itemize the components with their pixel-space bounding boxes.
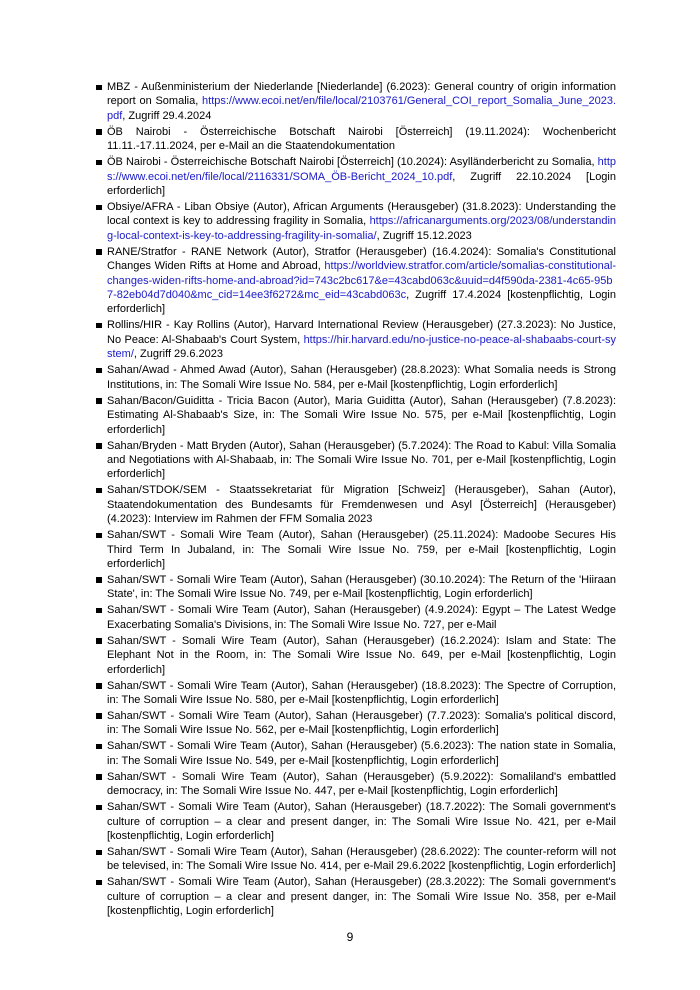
reference-text: Sahan/SWT - Somali Wire Team (Autor), Sahan (Herausgeber) (30.10.2024): The Return of the 'Hiiraan State', in: The Somali Wire Issue No. 749, per e-Mail [kostenpflichtig, Login erforderlich]	[107, 573, 616, 601]
reference-item	[96, 679, 616, 708]
square-bullet-icon	[96, 774, 102, 780]
reference-text: Sahan/SWT - Somali Wire Team (Autor), Sahan (Herausgeber) (16.2.2024): Islam and State: The Elephant Not in the Room, in: The Somali Wire Issue No. 649, per e-Mail [kostenpflichtig, Login erforderlich]	[107, 634, 616, 676]
reference-item	[96, 739, 616, 768]
reference-text: ÖB Nairobi - Österreichische Botschaft Nairobi [Österreich] (10.2024): Asylländerbericht zu Somalia,	[107, 156, 598, 169]
reference-link[interactable]: https://africanarguments.org/2023/08/understanding-local-context-is-key-to-addressing-fragility-in-somalia/	[107, 215, 616, 242]
reference-item	[96, 245, 616, 317]
reference-text: Sahan/SWT - Somali Wire Team (Autor), Sahan (Herausgeber) (7.7.2023): Somalia's political discord, in: The Somali Wire Issue No. 562, per e-Mail [kostenpflichtig, Login erforderlich]	[107, 709, 616, 737]
square-bullet-icon	[96, 443, 102, 449]
reference-text: Sahan/SWT - Somali Wire Team (Autor), Sahan (Herausgeber) (18.7.2022): The Somali government's culture of corruption – a clear and present danger, in: The Somali Wire Issue No. 421, per e-Mail [kostenpflichtig, Login erforderlich]	[107, 801, 616, 842]
square-bullet-icon	[96, 608, 102, 614]
reference-text: RANE/Stratfor - RANE Network (Autor), Stratfor (Herausgeber) (16.4.2024): Somalia's Constitutional Changes Widen Rifts at Home and Abroad,	[107, 245, 616, 273]
square-bullet-icon	[96, 533, 102, 539]
reference-link[interactable]: https://hir.harvard.edu/no-justice-no-peace-al-shabaabs-court-system/	[107, 333, 616, 361]
square-bullet-icon	[96, 713, 102, 719]
square-bullet-icon	[96, 638, 102, 644]
reference-text: Sahan/SWT - Somali Wire Team (Autor), Sahan (Herausgeber) (28.3.2022): The Somali government's culture of corruption – a clear and present danger, in: The Somali Wire Issue No. 358, per e-Mail [kostenpflichtig, Login erforderlich]	[107, 876, 616, 918]
reference-text: Sahan/Awad - Ahmed Awad (Autor), Sahan (Herausgeber) (28.8.2023): What Somalia needs is Strong Institutions, in: The Somali Wire Issue No. 584, per e-Mail [kostenpflichtig, Login erforderlich]	[107, 364, 616, 391]
square-bullet-icon	[96, 249, 102, 255]
reference-text: Rollins/HIR - Kay Rollins (Autor), Harvard International Review (Herausgeber) (27.3.2023): No Justice, No Peace: Al-Shabaab's Court System,	[107, 319, 616, 346]
square-bullet-icon	[96, 323, 102, 329]
reference-text: Sahan/Bacon/Guiditta - Tricia Bacon (Autor), Maria Guiditta (Autor), Sahan (Herausgeber) (7.8.2023): Estimating Al-Shabaab's Size, in: The Somali Wire Issue No. 575, per e-Mail [kostenpflichtig, Login erforderlich]	[107, 394, 616, 436]
reference-text: Sahan/SWT - Somali Wire Team (Autor), Sahan (Herausgeber) (5.6.2023): The nation state in Somalia, in: The Somali Wire Issue No. 549, per e-Mail [kostenpflichtig, Login erforderlich]	[107, 740, 616, 767]
reference-item	[96, 800, 616, 843]
reference-item	[96, 363, 616, 392]
square-bullet-icon	[96, 368, 102, 374]
reference-item	[96, 318, 616, 361]
square-bullet-icon	[96, 850, 102, 856]
reference-item	[96, 439, 616, 482]
reference-item	[96, 875, 616, 918]
reference-access-note: , Zugriff 22.10.2024 [Login erforderlich]	[107, 170, 616, 198]
reference-item	[96, 528, 616, 571]
reference-item	[96, 155, 616, 198]
reference-item	[96, 80, 616, 123]
reference-item	[96, 200, 616, 243]
square-bullet-icon	[96, 683, 102, 689]
reference-link[interactable]: https://www.ecoi.net/en/file/local/2116331/SOMA_ÖB-Bericht_2024_10.pdf	[107, 156, 616, 183]
square-bullet-icon	[96, 577, 102, 583]
reference-item	[96, 394, 616, 437]
reference-text: Sahan/SWT - Somali Wire Team (Autor), Sahan (Herausgeber) (28.6.2022): The counter-reform will not be televised, in: The Somali Wire Issue No. 414, per e-Mail 29.6.2022 [kostenpflichtig, Login erforderlich]	[107, 846, 616, 873]
square-bullet-icon	[96, 488, 102, 494]
reference-text: Obsiye/AFRA - Liban Obsiye (Autor), African Arguments (Herausgeber) (31.8.2023): Understanding the local context is key to addressing fragility in Somalia,	[107, 201, 616, 228]
reference-item	[96, 483, 616, 526]
reference-list	[96, 80, 616, 920]
reference-text: Sahan/SWT - Somali Wire Team (Autor), Sahan (Herausgeber) (18.8.2023): The Spectre of Corruption, in: The Somali Wire Issue No. 580, per e-Mail [kostenpflichtig, Login erforderlich]	[107, 679, 616, 706]
square-bullet-icon	[96, 160, 102, 166]
square-bullet-icon	[96, 805, 102, 811]
reference-access-note: , Zugriff 17.4.2024 [kostenpflichtig, Login erforderlich]	[107, 289, 616, 316]
reference-text: Sahan/Bryden - Matt Bryden (Autor), Sahan (Herausgeber) (5.7.2024): The Road to Kabul: Villa Somalia and Negotiations with Al-Shabaab, in: The Somali Wire Issue No. 701, per e-Mail [kostenpflichtig, Login erforderlich]	[107, 439, 616, 481]
reference-item	[96, 634, 616, 677]
reference-link[interactable]: https://www.ecoi.net/en/file/local/2103761/General_COI_report_Somalia_June_2023.pdf	[107, 95, 616, 122]
square-bullet-icon	[96, 880, 102, 886]
square-bullet-icon	[96, 744, 102, 750]
reference-item	[96, 770, 616, 799]
square-bullet-icon	[96, 129, 102, 135]
reference-item	[96, 573, 616, 602]
page-number: 9	[346, 930, 354, 944]
reference-text: Sahan/SWT - Somali Wire Team (Autor), Sahan (Herausgeber) (4.9.2024): Egypt – The Latest Wedge Exacerbating Somalia's Divisions, in: The Somali Wire Issue No. 727, per e-Mail	[107, 604, 616, 631]
reference-text: ÖB Nairobi - Österreichische Botschaft Nairobi [Österreich] (19.11.2024): Wochenbericht 11.11.-17.11.2024, per e-Mail an die Staatendokumentation	[107, 125, 616, 153]
reference-text: Sahan/SWT - Somali Wire Team (Autor), Sahan (Herausgeber) (5.9.2022): Somaliland's embattled democracy, in: The Somali Wire Issue No. 447, per e-Mail [kostenpflichtig, Login erforderlich]	[107, 770, 616, 798]
reference-access-note: , Zugriff 29.6.2023	[133, 348, 223, 361]
reference-item	[96, 125, 616, 154]
reference-text: Sahan/STDOK/SEM - Staatssekretariat für Migration [Schweiz] (Herausgeber), Sahan (Autor), Staatendokumentation des Bundesamts für Fremdenwesen und Asyl [Österreich] (Herausgeber) (4.2023): Interview im Rahmen der FFM Somalia 2023	[107, 484, 616, 526]
reference-item	[96, 845, 616, 874]
reference-item	[96, 709, 616, 738]
reference-link[interactable]: https://worldview.stratfor.com/article/somalias-constitutional-changes-widen-rifts-home-and-abroad?id=743c2bc617&e=43cabd063c&uuid=d4f590da-2381-4c65-95b7-82eb04d7d040&mc_cid=14ee3f6272&mc_eid=43cabd063c	[107, 260, 616, 302]
square-bullet-icon	[96, 85, 102, 91]
reference-access-note: , Zugriff 29.4.2024	[122, 109, 212, 122]
reference-access-note: , Zugriff 15.12.2023	[376, 229, 472, 242]
square-bullet-icon	[96, 205, 102, 211]
reference-text: Sahan/SWT - Somali Wire Team (Autor), Sahan (Herausgeber) (25.11.2024): Madoobe Secures His Third Term In Jubaland, in: The Somali Wire Issue No. 759, per e-Mail [kostenpflichtig, Login erforderlich]	[107, 529, 616, 570]
square-bullet-icon	[96, 398, 102, 404]
reference-text: MBZ - Außenministerium der Niederlande [Niederlande] (6.2023): General country of origin information report on Somalia,	[107, 81, 616, 108]
reference-item	[96, 603, 616, 632]
